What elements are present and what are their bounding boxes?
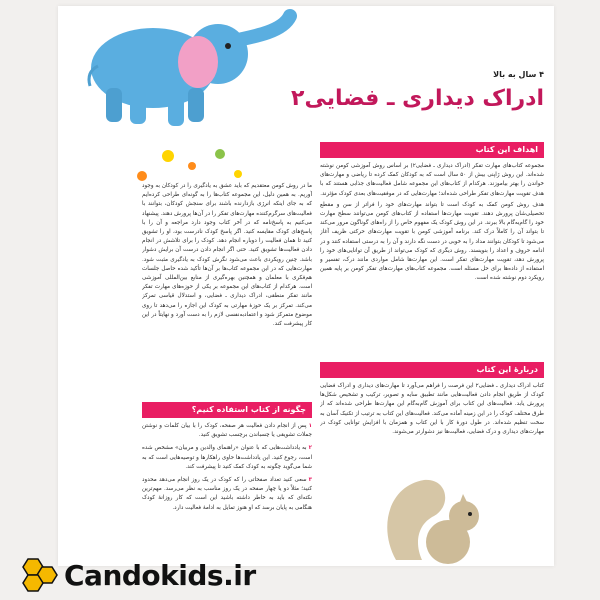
- squirrel-illustration: [378, 468, 488, 566]
- howto-item-1: [142, 422, 312, 440]
- hexagon-logo-icon: [18, 557, 58, 593]
- howto-item-number: ۱: [308, 423, 312, 429]
- goals-text: [320, 162, 544, 358]
- howto-header: چگونه از کتاب استفاده کنیم؟: [142, 402, 312, 418]
- goals-header: اهداف این کتاب: [320, 142, 544, 158]
- howto-item-2: [142, 444, 312, 472]
- about-text: [320, 382, 544, 460]
- goals-paragraph-2: هدف روش کومن کمک به کودک است تا بتواند مهارت‌های خود را فراتر از سن و مقطع تحصیلی‌شان پرورش دهند. تقویت مهارت‌ها استفاده از کتاب‌های کومن می‌توانند سطح مهارت خود را گام‌به‌گام بالا ببرند. در این روش کودک یک مفهوم خاص را از راه‌های گوناگون مرور می‌کند تا بتواند آن را کاملاً درک کند. برنامه آموزشی کومن با تقویت مهارت‌های حرکتی ظریف آغاز می‌شود تا کودکان بتوانند مداد را به خوبی در دست نگه دارند و آن را به درستی استفاده کنند و در ادامه حروف و اعداد را بنویسند. روش دیگری که کودک می‌تواند از طریق آن توانایی‌های خود را پرورش دهد، تقویت مهارت‌های تفکر است. این مهارت‌ها شامل مواردی مانند درک، تفسیر و استفاده از داده‌ها برای حل مسئله است. مجموعه کتاب‌های مهارت‌های تفکر کومن بر پایه همین رویکرد دوم نوشته شده است.: [320, 201, 544, 282]
- howto-item-text: به یادداشت‌هایی که با عنوان «راهنمای والدین و مربیان» مشخص شده است، رجوع کنید. این یادداشت‌ها حاوی راهکارها و توصیه‌هایی است که به شما می‌گوید چگونه به کودک کمک کنید تا پیشرفت کند.: [142, 445, 312, 470]
- elephant-illustration: [58, 6, 298, 141]
- book-page: [58, 6, 554, 566]
- intro-text: [142, 182, 312, 396]
- watermark-text: Candokids.ir: [64, 558, 256, 592]
- howto-item-3: [142, 476, 312, 513]
- intro-paragraph: ما در روش کومن معتقدیم که باید عشق به یادگیری را در کودکان به وجود آوریم. به همین دلیل، این مجموعه کتاب‌ها را به گونه‌ای طراحی کرده‌ایم که به جای اینکه انرژی بازدارنده باشند برای سنجش کودکان، بتوانند با فعالیت‌های سرگرم‌کننده مهارت‌های تفکر را در آن‌ها پرورش دهند. پیشنهاد می‌کنیم به پاسخ‌نامه که در آخر کتاب وجود دارد مراجعه و آن را با پاسخ‌های کودک مقایسه کنید. اگر پاسخ کودک نادرست بود، او را تشویق کنید تا همان فعالیت را دوباره انجام دهد. کودک را برای تلاشش در انجام دادن فعالیت‌ها تشویق کنید. حتی اگر انجام دادن درست آن برایش دشوار باشد. چنین رویکردی باعث می‌شود نگرش کودک به یادگیری مثبت شود. مهارت‌هایی که در این مجموعه کتاب‌ها بر آن‌ها تأکید شده حاصل جلسات هم‌فکری با معلمان و همچنین بهره‌گیری از منابع بین‌المللی آموزشی است. هرکدام از کتاب‌های این مجموعه بر یکی از حوزه‌های مهارت تفکر مانند تفکر منطقی، ادراک دیداری ـ فضایی، و استدلال قیاسی تمرکز می‌کند. تمرکز بر یک حوزهٔ مهارتی به کودک این اجازه را می‌دهد تا روی موضوع متمرکز شود و اعتمادبه‌نفسی لازم را به دست آورد و نهایتاً در این کار پیشرفت کند.: [142, 183, 312, 328]
- howto-item-text: پس از انجام دادن فعالیت هر صفحه، کودک را با بیان کلمات و نوشتن جملات تشویقی یا چسباندن برچسب تشویق کنید.: [142, 423, 312, 439]
- page-title: ادراک دیداری ـ فضایی۲: [291, 86, 544, 111]
- howto-item-text: سعی کنید تعداد صفحاتی را که کودک در یک روز انجام می‌دهد محدود کنید؛ مثلاً دو یا چهار صفحه در یک روز مناسب به نظر می‌رسد. مهم‌ترین نکته‌ای که باید به خاطر داشته باشید این است که کار روزانهٔ کودک هنگامی به پایان برسد که او هنوز تمایل به ادامهٔ فعالیت دارد.: [142, 477, 312, 511]
- howto-item-number: ۲: [308, 445, 312, 452]
- site-watermark: [18, 556, 256, 594]
- about-paragraph: کتاب ادراک دیداری ـ فضایی۲ این فرصت را فراهم می‌آورد تا مهارت‌های دیداری و ادراک فضایی کودک از طریق انجام دادن فعالیت‌هایی مانند تطبیق سایه و تصویر، ترکیب و تشخیص شکل‌ها پرورش یابد. فعالیت‌های این کتاب برای آموزش گام‌به‌گام این مهارت‌ها طراحی شده‌اند که از طرق مختلف کودک را در این زمینه آماده می‌کند. فعالیت‌های این کتاب به ترتیب از تکنیک آسان به سخت تنظیم شده‌اند. در طول دورهٔ کار با این کتاب و همزمان با افزایش توانایی کودک در مهارت‌های دیداری و درک فضایی، فعالیت‌ها نیز دشوارتر می‌شوند.: [320, 383, 544, 436]
- goals-paragraph-1: مجموعه کتاب‌های مهارت تفکر (ادراک دیداری ـ فضایی۲) بر اساس روش آموزشی کومن نوشته شده‌اند. این روش ژاپنی بیش از ۵۰ سال است که به کودکان کمک کرده تا ریاضی و مهارت‌های خواندن را بهتر بیاموزند. هرکدام از کتاب‌های این مجموعه شامل فعالیت‌های جذابی هستند که با هدف تقویت مهارت‌های تفکر طراحی شده‌اند؛ مهارت‌هایی که در موفقیت‌های بعدی کودک مؤثرند.: [320, 163, 544, 197]
- howto-list: [142, 422, 312, 562]
- age-label: ۴ سال به بالا: [493, 70, 544, 79]
- about-header: دربارهٔ این کتاب: [320, 362, 544, 378]
- howto-item-number: ۳: [308, 477, 312, 484]
